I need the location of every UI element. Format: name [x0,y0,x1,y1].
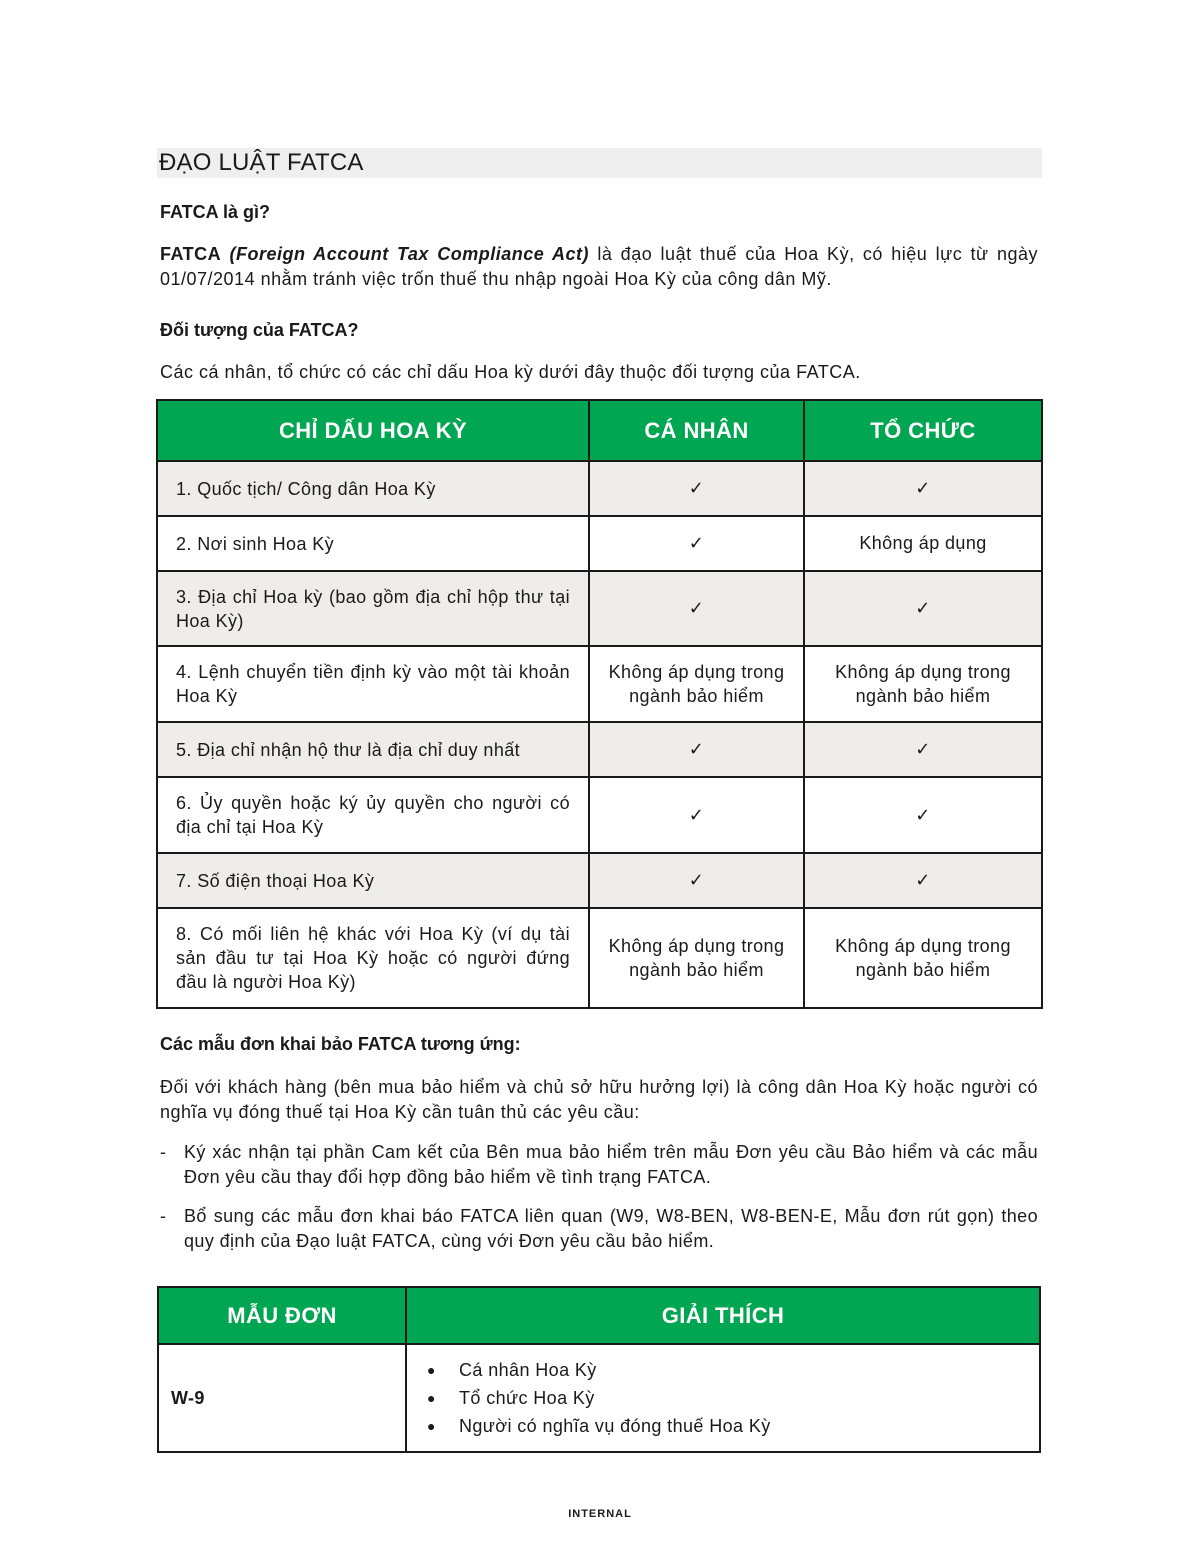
table-row [157,646,1042,722]
forms-table [157,1286,1041,1453]
organization-cell: Không áp dụng trong ngành bảo hiểm [804,646,1042,722]
forms-intro-paragraph: Đối với khách hàng (bên mua bảo hiểm và chủ sở hữu hưởng lợi) là công dân Hoa Kỳ hoặc người có nghĩa vụ đóng thuế tại Hoa Kỳ cần tuân thủ các yêu cầu: [160,1077,1038,1122]
individual-cell: Không áp dụng trong ngành bảo hiểm [589,646,804,722]
organization-cell: ✓ [804,571,1042,646]
individual-cell: ✓ [589,853,804,908]
bullet-dot-icon: ● [427,1362,436,1378]
header-individual: CÁ NHÂN [589,400,804,461]
table-header-row [158,1287,1040,1344]
organization-cell: ✓ [804,853,1042,908]
organization-cell: ✓ [804,461,1042,516]
list-item [160,1140,1038,1190]
requirements-list [160,1140,1038,1254]
individual-cell: Không áp dụng trong ngành bảo hiểm [589,908,804,1008]
indicator-cell: 5. Địa chỉ nhận hộ thư là địa chỉ duy nhất [157,722,589,777]
form-code-cell: W-9 [158,1344,406,1452]
individual-cell: ✓ [589,722,804,777]
section-heading-forms: Các mẫu đơn khai bảo FATCA tương ứng: [160,1034,521,1054]
table-row [157,722,1042,777]
header-indicator: CHỈ DẤU HOA KỲ [157,400,589,461]
table-row [158,1344,1040,1452]
indicator-cell: 2. Nơi sinh Hoa Kỳ [157,516,589,571]
requirement-text: Bổ sung các mẫu đơn khai báo FATCA liên quan (W9, W8-BEN, W8-BEN-E, Mẫu đơn rút gọn) theo quy định của Đạo luật FATCA, cùng với Đơn yêu cầu bảo hiểm. [184,1206,1038,1251]
table-row [157,908,1042,1008]
header-explanation: GIẢI THÍCH [406,1287,1040,1344]
explanation-cell [406,1344,1040,1452]
individual-cell: ✓ [589,516,804,571]
dash-bullet-icon: - [160,1206,167,1226]
table-header-row [157,400,1042,461]
bullet-dot-icon: ● [427,1418,436,1434]
subjects-paragraph: Các cá nhân, tổ chức có các chỉ dấu Hoa kỳ dưới đây thuộc đối tượng của FATCA. [160,362,861,382]
bullet-text: Tổ chức Hoa Kỳ [459,1388,595,1408]
section-heading-what-is-fatca: FATCA là gì? [160,202,270,222]
table-row [157,516,1042,571]
organization-cell: Không áp dụng [804,516,1042,571]
indicator-cell: 3. Địa chỉ Hoa kỳ (bao gồm địa chỉ hộp thư tại Hoa Kỳ) [157,571,589,646]
individual-cell: ✓ [589,461,804,516]
header-organization: TỔ CHỨC [804,400,1042,461]
individual-cell: ✓ [589,777,804,853]
individual-cell: ✓ [589,571,804,646]
us-indicators-table [156,399,1043,1009]
table-row [157,853,1042,908]
fatca-definition-text: là đạo luật thuế của Hoa Kỳ, có hiệu lực từ ngày 01/07/2014 nhằm tránh việc trốn thuế thu nhập ngoài Hoa Kỳ của công dân Mỹ. [160,244,1038,289]
footer-classification: INTERNAL [568,1508,632,1520]
bullet-dot-icon: ● [427,1390,436,1406]
indicator-cell: 7. Số điện thoại Hoa Kỳ [157,853,589,908]
header-form: MẪU ĐƠN [158,1287,406,1344]
organization-cell: ✓ [804,777,1042,853]
table-row [157,777,1042,853]
list-item [427,1356,1021,1384]
table-row [157,571,1042,646]
indicator-cell: 8. Có mối liên hệ khác với Hoa Kỳ (ví dụ tài sản đầu tư tại Hoa Kỳ hoặc có người đứng đầu là người Hoa Kỳ) [157,908,589,1008]
dash-bullet-icon: - [160,1142,167,1162]
indicator-cell: 1. Quốc tịch/ Công dân Hoa Kỳ [157,461,589,516]
organization-cell: ✓ [804,722,1042,777]
table-row [157,461,1042,516]
fatca-full-name: (Foreign Account Tax Compliance Act) [229,244,589,264]
fatca-definition-paragraph [160,242,1038,292]
indicator-cell: 4. Lệnh chuyển tiền định kỳ vào một tài khoản Hoa Kỳ [157,646,589,722]
list-item [427,1412,1021,1440]
bullet-text: Người có nghĩa vụ đóng thuế Hoa Kỳ [459,1416,771,1436]
requirement-text: Ký xác nhận tại phần Cam kết của Bên mua bảo hiểm trên mẫu Đơn yêu cầu Bảo hiểm và các mẫu Đơn yêu cầu thay đổi hợp đồng bảo hiểm về tình trạng FATCA. [184,1142,1038,1187]
explanation-bullets [427,1356,1021,1440]
fatca-bold-lead: FATCA [160,244,222,264]
page-title: ĐẠO LUẬT FATCA [157,148,1042,178]
list-item [160,1204,1038,1254]
organization-cell: Không áp dụng trong ngành bảo hiểm [804,908,1042,1008]
list-item [427,1384,1021,1412]
bullet-text: Cá nhân Hoa Kỳ [459,1360,597,1380]
section-heading-subjects: Đối tượng của FATCA? [160,320,359,340]
indicator-cell: 6. Ủy quyền hoặc ký ủy quyền cho người có địa chỉ tại Hoa Kỳ [157,777,589,853]
